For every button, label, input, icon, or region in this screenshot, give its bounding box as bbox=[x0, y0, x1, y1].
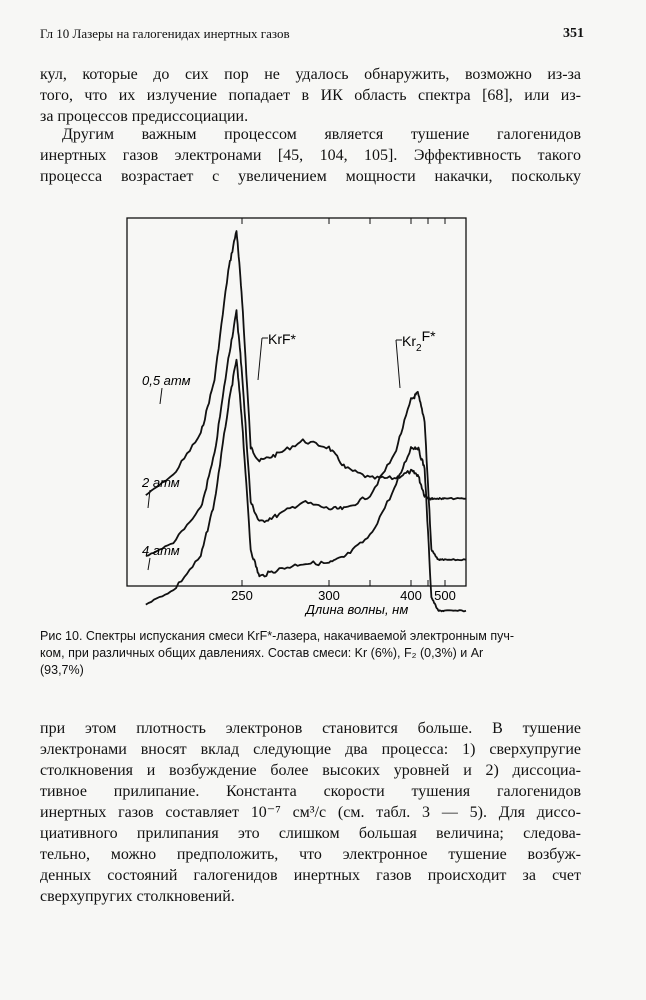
text-line: за процессов предиссоциации. bbox=[40, 108, 249, 125]
text-line: кул, которые до сих пор не удалось обнаружить, возможно из-за bbox=[40, 66, 581, 83]
annotation-kr2f-sub: 2 bbox=[416, 343, 422, 354]
spectrum-line-3 bbox=[146, 360, 466, 612]
text-line: процесса возрастает с увеличением мощности накачки, поскольку bbox=[40, 168, 581, 185]
figure-caption bbox=[40, 628, 581, 679]
x-tick-label-250: 250 bbox=[231, 588, 253, 603]
axis-ticks bbox=[242, 218, 445, 586]
text-line: тельно, можно предположить, что электронное тушение возбуж- bbox=[40, 846, 581, 863]
annotation-kr2f-base: Kr bbox=[402, 333, 416, 349]
series-label-05: 0,5 атм bbox=[142, 373, 191, 388]
text-line: электронами вносят вклад следующие два процесса: 1) сверхупругие bbox=[40, 741, 581, 758]
text-line: инертных газов составляет 10⁻⁷ см³/с (см. табл. 3 — 5). Для диссо- bbox=[40, 804, 581, 821]
caption-line: ком, при различных общих давлениях. Состав смеси: Kr (6%), F₂ (0,3%) и Ar bbox=[40, 646, 484, 660]
annotation-kr2f bbox=[402, 328, 436, 354]
spectrum-line-1 bbox=[146, 231, 466, 500]
annotation-kr2f-tail: F* bbox=[421, 328, 436, 344]
caption-line: (93,7%) bbox=[40, 663, 84, 677]
text-line: Другим важным процессом является тушение галогенидов bbox=[62, 126, 581, 143]
text-line: инертных газов электронами [45, 104, 105]. Эффективность такого bbox=[40, 147, 581, 164]
x-tick-label-400: 400 bbox=[400, 588, 422, 603]
text-line: тивное прилипание. Константа скорости тушения галогенидов bbox=[40, 783, 581, 800]
series-leader-4 bbox=[148, 558, 150, 570]
plot-frame bbox=[127, 218, 466, 586]
text-line: денных состояний галогенидов инертных газов происходит за счет bbox=[40, 867, 581, 884]
text-line: циативного прилипания это слишком большая величина; следова- bbox=[40, 825, 581, 842]
text-line: столкновения и возбуждение более высоких уровней и 2) диссоциа- bbox=[40, 762, 581, 779]
krf-annotation-leader bbox=[258, 338, 268, 380]
text-line: того, что их излучение попадает в ИК область спектра [68], или из- bbox=[40, 87, 581, 104]
page-number: 351 bbox=[563, 26, 584, 41]
annotation-krf: KrF* bbox=[268, 331, 296, 347]
spectral-curves bbox=[146, 231, 466, 611]
running-title: Гл 10 Лазеры на галогенидах инертных газов bbox=[40, 26, 290, 41]
series-label-4: 4 атм bbox=[142, 543, 180, 558]
x-tick-label-500: 500 bbox=[434, 588, 456, 603]
text-line: сверхупругих столкновений. bbox=[40, 888, 235, 905]
text-line: при этом плотность электронов становится больше. В тушение bbox=[40, 720, 581, 737]
series-leader-05 bbox=[160, 388, 162, 404]
caption-line: Рис 10. Спектры испускания смеси KrF*-лазера, накачиваемой электронным пуч- bbox=[40, 629, 515, 643]
x-tick-label-300: 300 bbox=[318, 588, 340, 603]
paragraph-bottom bbox=[40, 718, 581, 907]
x-axis-label: Длина волны, нм bbox=[305, 602, 409, 617]
series-label-2: 2 атм bbox=[142, 475, 180, 490]
